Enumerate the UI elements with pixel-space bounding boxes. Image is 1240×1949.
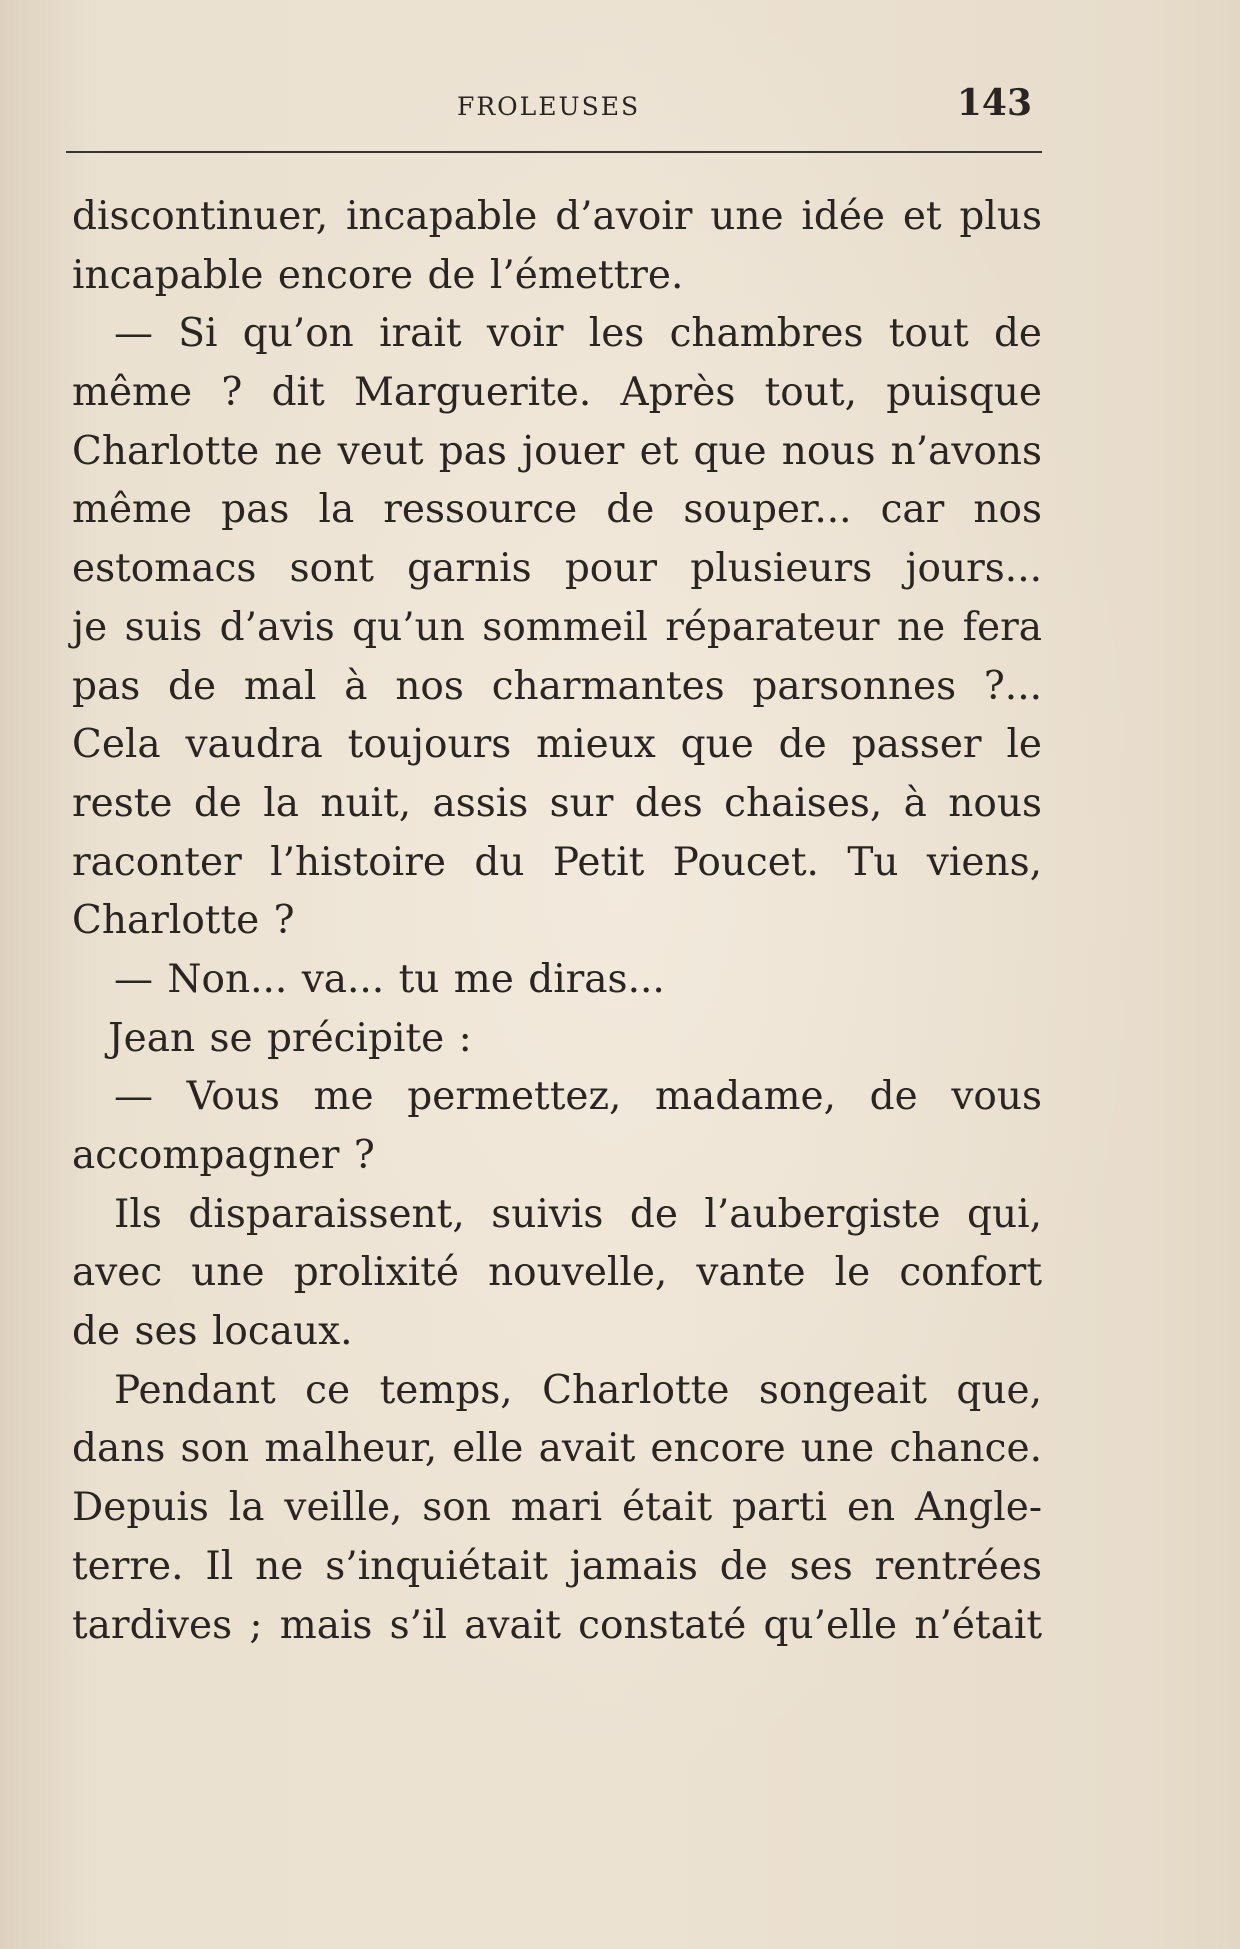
text-line: même ? dit Marguerite. Après tout, puisque bbox=[72, 370, 1042, 416]
text-line: accompagner ? bbox=[72, 1133, 375, 1178]
running-title: FROLEUSES bbox=[457, 92, 641, 121]
text-line: pas de mal à nos charmantes parsonnes ?... bbox=[72, 663, 1042, 709]
text-line: — Vous me permettez, madame, de vous bbox=[114, 1074, 1042, 1120]
text-line: Depuis la veille, son mari était parti en Angle- bbox=[72, 1485, 1042, 1531]
header-rule bbox=[66, 151, 1042, 153]
page-number: 143 bbox=[956, 82, 1032, 124]
text-line: — Non... va... tu me diras... bbox=[114, 956, 665, 1002]
text-line: Charlotte ? bbox=[72, 898, 295, 944]
text-line: même pas la ressource de souper... car nos bbox=[72, 487, 1042, 533]
text-line: terre. Il ne s’inquiétait jamais de ses rentrées bbox=[72, 1543, 1042, 1589]
text-line: Cela vaudra toujours mieux que de passer le bbox=[72, 722, 1042, 768]
text-line: Charlotte ne veut pas jouer et que nous n’avons bbox=[72, 428, 1042, 474]
text-line: tardives ; mais s’il avait constaté qu’elle n’était bbox=[72, 1602, 1042, 1648]
text-line: estomacs sont garnis pour plusieurs jours... bbox=[72, 546, 1042, 592]
text-line: Pendant ce temps, Charlotte songeait que, bbox=[114, 1367, 1042, 1413]
body-text bbox=[72, 188, 1042, 1655]
text-line: dans son malheur, elle avait encore une chance. bbox=[72, 1426, 1042, 1472]
text-line: raconter l’histoire du Petit Poucet. Tu viens, bbox=[72, 839, 1042, 885]
text-line: discontinuer, incapable d’avoir une idée et plus bbox=[72, 194, 1042, 239]
text-line: — Si qu’on irait voir les chambres tout de bbox=[114, 311, 1042, 357]
text-line: incapable encore de l’émettre. bbox=[72, 252, 684, 298]
text-line: reste de la nuit, assis sur des chaises, à nous bbox=[72, 780, 1042, 826]
text-line: de ses locaux. bbox=[72, 1309, 353, 1355]
text-line: Ils disparaissent, suivis de l’aubergiste qui, bbox=[114, 1191, 1042, 1237]
text-line: avec une prolixité nouvelle, vante le confort bbox=[72, 1250, 1042, 1296]
text-line: je suis d’avis qu’un sommeil réparateur ne fera bbox=[72, 604, 1042, 650]
text-line: Jean se précipite : bbox=[108, 1015, 472, 1061]
running-head bbox=[72, 82, 1042, 122]
